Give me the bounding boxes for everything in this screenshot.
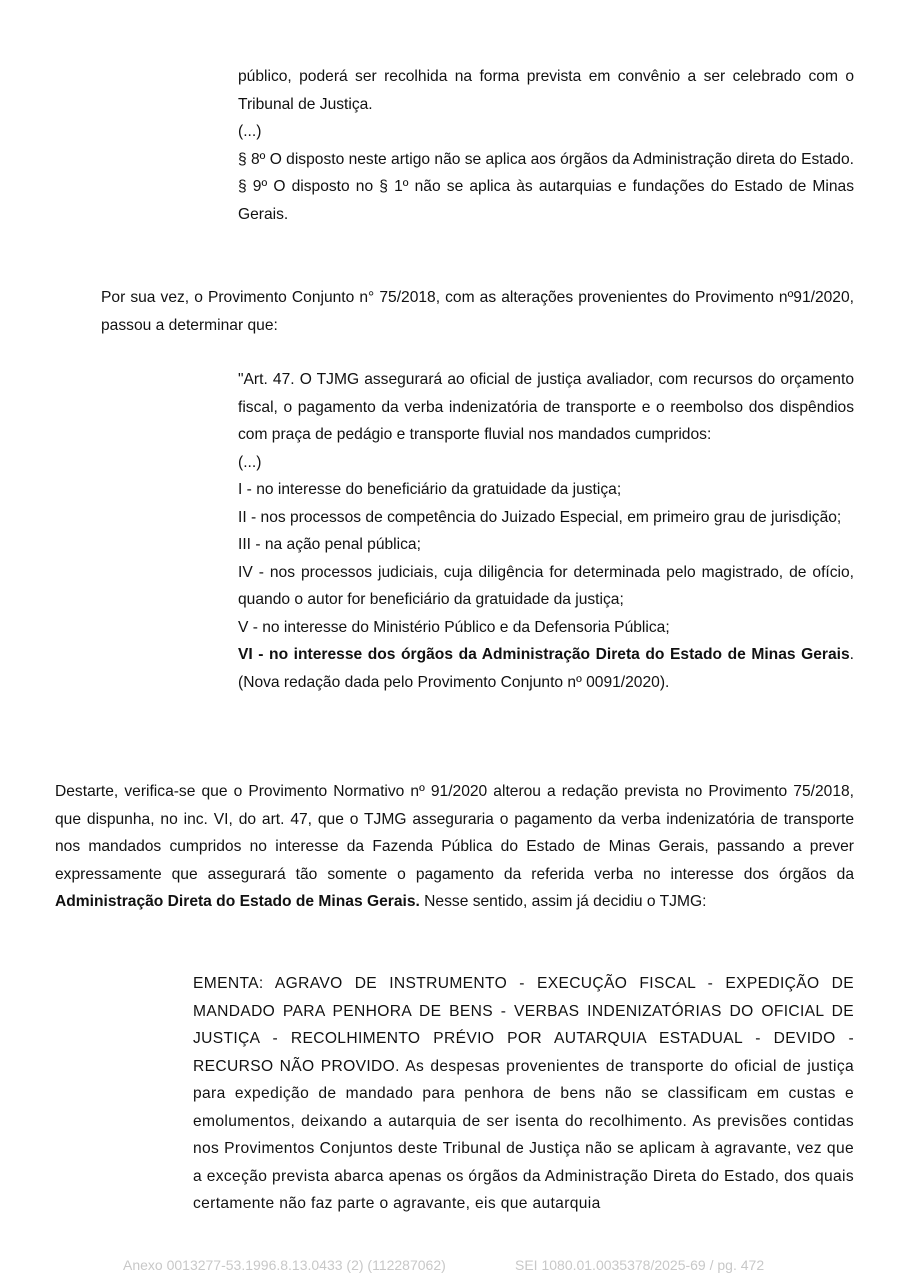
footer-sei-page: SEI 1080.01.0035378/2025-69 / pg. 472 [515, 1257, 765, 1273]
ementa-text: EMENTA: AGRAVO DE INSTRUMENTO - EXECUÇÃO FISCAL - EXPEDIÇÃO DE MANDADO PARA PENHORA DE BENS - VERBAS INDENIZATÓRIAS DO OFICIAL DE JUSTIÇA - RECOLHIMENTO PRÉVIO POR AUTARQUIA ESTADUAL - DEVIDO - RECURSO NÃO PROVIDO. As despesas provenientes de transporte do oficial de justiça para expedição de mandado para penhora de bens não se classificam em custas e emolumentos, deixando a autarquia de ser isenta do recolhimento. As previsões contidas nos Provimentos Conjuntos deste Tribunal de Justiça não se aplicam à agravante, vez que a exceção prevista abarca apenas os órgãos da Administração Direta do Estado, dos quais certamente não faz parte o agravante, eis que autarquia [193, 975, 854, 1212]
quote2-line: III - na ação penal pública; [238, 536, 421, 553]
body-paragraph-analysis [55, 778, 854, 916]
quote2-line: "Art. 47. O TJMG assegurará ao oficial de justiça avaliador, com recursos do orçamento fiscal, o pagamento da verba indenizatória de transporte e o reembolso dos dispêndios com praça de pedágio e transporte fluvial nos mandados cumpridos: [238, 371, 854, 443]
quote2-line: IV - nos processos judiciais, cuja diligência for determinada pelo magistrado, de ofício, quando o autor for beneficiário da gratuidade da justiça; [238, 563, 854, 608]
quote2-line: II - nos processos de competência do Juizado Especial, em primeiro grau de jurisdição; [238, 508, 842, 526]
quote2-line: I - no interesse do beneficiário da gratuidade da justiça; [238, 481, 622, 498]
quote1-line: (...) [238, 123, 262, 140]
quote1-line: § 9º O disposto no § 1º não se aplica às autarquias e fundações do Estado de Minas Gerais. [238, 178, 854, 223]
paragraph-text [55, 778, 854, 916]
quote-statute-paragraphs [238, 63, 854, 228]
quote1-line: público, poderá ser recolhida na forma prevista em convênio a ser celebrado com o Tribunal de Justiça. [238, 68, 854, 113]
quote-ementa [193, 970, 854, 1218]
quote2-line: V - no interesse do Ministério Público e da Defensoria Pública; [238, 618, 670, 636]
quote-article-47 [238, 366, 854, 696]
quote2-item-6 [238, 641, 854, 696]
body-paragraph-intro [101, 284, 854, 339]
para2-after: Nesse sentido, assim já decidiu o TJMG: [419, 893, 707, 910]
item6-bold-text: VI - no interesse dos órgãos da Administração Direta do Estado de Minas Gerais [238, 646, 850, 663]
para2-before: Destarte, verifica-se que o Provimento Normativo nº 91/2020 alterou a redação prevista no Provimento 75/2018, que dispunha, no inc. VI, do art. 47, que o TJMG asseguraria o pagamento da verba indenizatória de transporte nos mandados cumpridos no interesse da Fazenda Pública do Estado de Minas Gerais, passando a prever expressamente que assegurará tão somente o pagamento da referida verba no interesse dos órgãos da [55, 783, 854, 883]
quote2-line: (...) [238, 453, 262, 471]
footer-annex-id: Anexo 0013277-53.1996.8.13.0433 (2) (112287062) [123, 1257, 446, 1273]
paragraph-text: Por sua vez, o Provimento Conjunto n° 75/2018, com as alterações provenientes do Provimento nº91/2020, passou a determinar que: [101, 289, 854, 334]
item6-rest-text: . (Nova redação dada pelo Provimento Conjunto nº 0091/2020). [238, 646, 854, 691]
quote1-line: § 8º O disposto neste artigo não se aplica aos órgãos da Administração direta do Estado. [238, 150, 854, 168]
para2-bold: Administração Direta do Estado de Minas Gerais. [55, 893, 420, 910]
